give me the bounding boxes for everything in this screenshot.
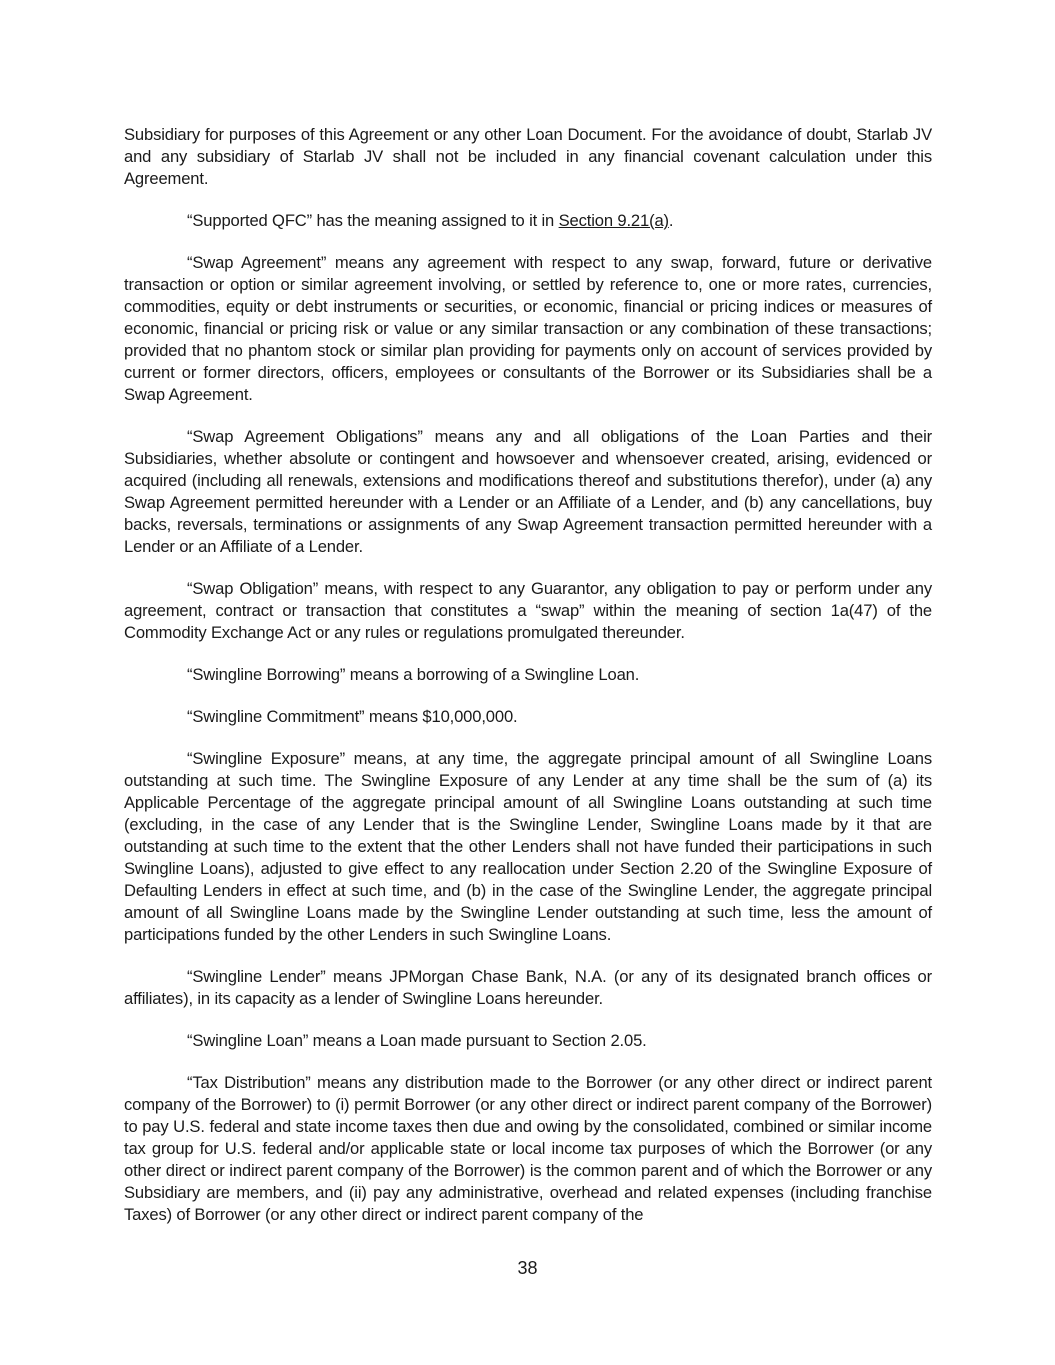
definition-swingline-commitment: “Swingline Commitment” means $10,000,000. <box>187 707 518 726</box>
definition-text-end: . <box>668 211 674 230</box>
definition-swingline-borrowing: “Swingline Borrowing” means a borrowing of a Swingline Loan. <box>187 665 640 684</box>
paragraph-continuation: Subsidiary for purposes of this Agreement or any other Loan Document. For the avoidance of doubt, Starlab JV and any subsidiary of Starlab JV shall not be included in any financial covenant calculation under this Agreement. <box>124 125 932 188</box>
page-number: 38 <box>517 1258 538 1278</box>
definition-swingline-lender: “Swingline Lender” means JPMorgan Chase Bank, N.A. (or any of its designated branch offices or affiliates), in its capacity as a lender of Swingline Loans hereunder. <box>124 967 932 1008</box>
definition-swingline-loan: “Swingline Loan” means a Loan made pursuant to Section 2.05. <box>187 1031 647 1050</box>
section-reference-link: Section 9.21(a) <box>558 211 669 230</box>
definition-swingline-exposure: “Swingline Exposure” means, at any time, the aggregate principal amount of all Swingline Loans outstanding at such time. The Swingline Exposure of any Lender at any time shall be the sum of (a) its Applicable Percentage of the aggregate principal amount of all Swingline Loans outstanding at such time (excluding, in the case of any Lender that is the Swingline Lender, Swingline Loans made by it that are outstanding at such time to the extent that the other Lenders shall not have funded their participations in such Swingline Loans), adjusted to give effect to any reallocation under Section 2.20 of the Swingline Exposure of Defaulting Lenders in effect at such time, and (b) in the case of the Swingline Lender, the aggregate principal amount of all Swingline Loans made by the Swingline Lender outstanding at such time, less the amount of participations funded by the other Lenders in such Swingline Loans. <box>124 749 932 944</box>
definition-text: “Supported QFC” has the meaning assigned to it in <box>187 211 559 230</box>
definition-swap-agreement-obligations: “Swap Agreement Obligations” means any and all obligations of the Loan Parties and their Subsidiaries, whether absolute or contingent and howsoever and whensoever created, arising, evidenced or acquired (including all renewals, extensions and modifications thereof and substitutions therefor), under (a) any Swap Agreement permitted hereunder with a Lender or an Affiliate of a Lender, and (b) any cancellations, buy backs, reversals, terminations or assignments of any Swap Agreement transaction permitted hereunder with a Lender or an Affiliate of a Lender. <box>124 427 932 556</box>
definition-swap-agreement: “Swap Agreement” means any agreement with respect to any swap, forward, future or derivative transaction or option or similar agreement involving, or settled by reference to, one or more rates, currencies, commodities, equity or debt instruments or securities, or economic, financial or pricing indices or measures of economic, financial or pricing risk or value or any similar transaction or any combination of these transactions; provided that no phantom stock or similar plan providing for payments only on account of services provided by current or former directors, officers, employees or consultants of the Borrower or its Subsidiaries shall be a Swap Agreement. <box>124 253 932 404</box>
definition-tax-distribution: “Tax Distribution” means any distribution made to the Borrower (or any other direct or indirect parent company of the Borrower) to (i) permit Borrower (or any other direct or indirect parent company of the Borrower) to pay U.S. federal and state income taxes then due and owing by the consolidated, combined or similar income tax group for U.S. federal and/or applicable state or local income tax purposes of which the Borrower (or any other direct or indirect parent company of the Borrower) is the common parent and of which the Borrower or any Subsidiary are members, and (ii) pay any administrative, overhead and related expenses (including franchise Taxes) of Borrower (or any other direct or indirect parent company of the <box>124 1073 932 1224</box>
definition-supported-qfc <box>124 210 932 232</box>
definition-swap-obligation: “Swap Obligation” means, with respect to any Guarantor, any obligation to pay or perform under any agreement, contract or transaction that constitutes a “swap” within the meaning of section 1a(47) of the Commodity Exchange Act or any rules or regulations promulgated thereunder. <box>124 579 932 642</box>
document-body <box>124 124 932 1246</box>
